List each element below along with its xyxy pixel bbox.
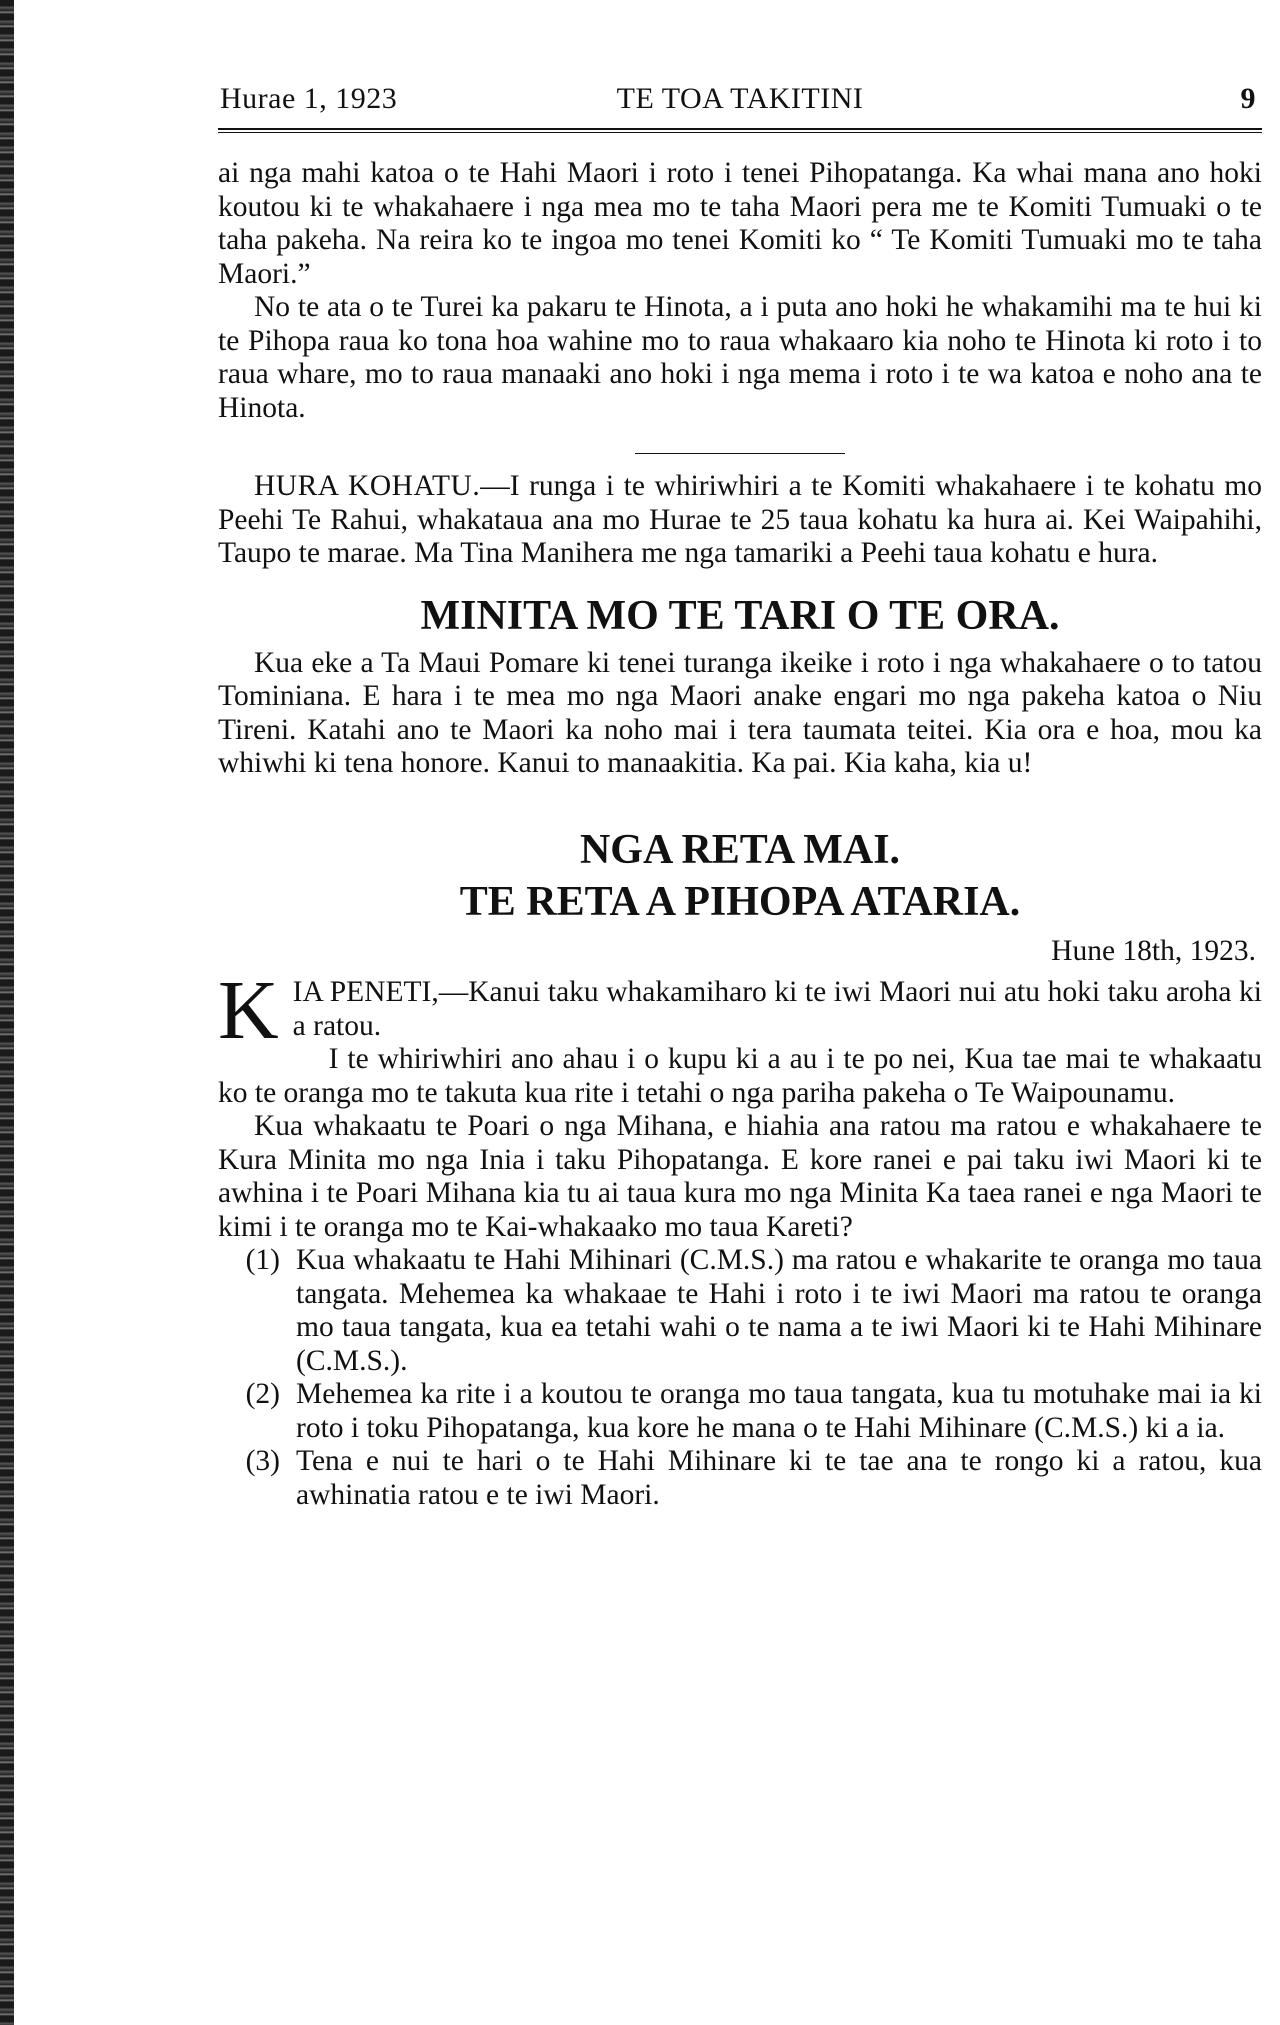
letter-paragraph-1: I te whiriwhiri ano ahau i o kupu ki a au i te po nei, Kua tae mai te whakaatu ko te oranga mo te takuta kua rite i tetahi o nga pariha pakeha o Te Waipounamu.: [218, 1043, 1262, 1109]
hura-kohatu-paragraph: [218, 470, 1262, 571]
scan-edge: [0, 0, 14, 2025]
header-rule: [218, 128, 1262, 133]
list-item-number: (2): [245, 1378, 280, 1410]
page-header: [218, 78, 1262, 124]
letter-paragraph-2: Kua whakaatu te Poari o nga Mihana, e hiahia ana ratou ma ratou e whakahaere te Kura Minita mo nga Inia i taku Pihopatanga. E kore ranei e pai taku iwi Maori ki te awhina i te Poari Mihana kia tu ai taua kura mo nga Minita Ka taea ranei e nga Maori te kimi i te oranga mo te Kai-whakaako mo taua Kareti?: [218, 1110, 1262, 1243]
minita-paragraph: Kua eke a Ta Maui Pomare ki tenei turanga ikeike i roto i nga whakahaere o to tatou Tominiana. E hara i te mea mo nga Maori anake engari mo nga pakeha katoa o Niu Tireni. Katahi ano te Maori ka noho mai i tera taumata teitei. Kia ora e hoa, mou ka whiwhi ki tena honore. Kanui to manaakitia. Ka pai. Kia kaha, kia u!: [218, 646, 1262, 779]
letter-subheading: TE RETA A PIHOPA ATARIA.: [459, 878, 1021, 925]
page-number: 9: [1240, 82, 1256, 115]
list-item-text: Mehemea ka rite i a koutou te oranga mo taua tangata, kua tu motuhake mai ia ki roto i toku Pihopatanga, kua kore he mana o te Hahi Mihinare (C.M.S.) ki a ia.: [296, 1378, 1262, 1444]
letters-heading: NGA RETA MAI.: [579, 826, 901, 873]
list-item-text: Kua whakaatu te Hahi Mihinari (C.M.S.) ma ratou e whakarite te oranga mo taua tangata. Mehemea ka whakaae te Hahi i roto i te iwi Maori ma ratou te oranga mo taua tangata, kua ea tetahi wahi o te nama a te iwi Maori ki te Hahi Mihinare (C.M.S.).: [296, 1244, 1262, 1377]
list-item-text: Tena e nui te hari o te Hahi Mihinare ki te tae ana te rongo ki a ratou, kua awhinatia ratou e te iwi Maori.: [296, 1445, 1262, 1511]
letter-salutation: IA PENETI,—Kanui taku whakamiharo ki te iwi Maori nui atu hoki taku aroha ki a ratou.: [292, 976, 1262, 1042]
hura-kohatu-text: —I runga i te whiriwhiri a te Komiti whakahaere i te kohatu mo Peehi Te Rahui, whakataua ana mo Hurae te 25 taua kohatu ka hura ai. Kei Waipahihi, Taupo te marae. Ma Tina Manihera me nga tamariki a Peehi taua kohatu e hura.: [218, 470, 1263, 569]
newspaper-page: [218, 78, 1262, 1512]
list-item: [218, 1378, 1262, 1445]
letter-numbered-list: [218, 1244, 1262, 1512]
intro-paragraph-1: ai nga mahi katoa o te Hahi Maori i roto i tenei Pihopatanga. Ka whai mana ano hoki koutou ki te whakahaere i nga mea mo te taha Maori pera me te Komiti Tumuaki o te taha pakeha. Na reira ko te ingoa mo tenei Komiti ko “ Te Komiti Tumuaki mo te taha Maori.”: [218, 157, 1262, 290]
hura-kohatu-lead: HURA KOHATU.: [254, 470, 481, 502]
minita-heading: MINITA MO TE TARI O TE ORA.: [420, 592, 1060, 639]
list-item: [218, 1445, 1262, 1512]
list-item-number: (3): [245, 1445, 280, 1477]
drop-cap: K: [218, 964, 279, 1057]
list-item: [218, 1244, 1262, 1378]
section-divider: [635, 453, 845, 454]
list-item-number: (1): [245, 1244, 280, 1276]
letter-opening: [218, 964, 1262, 1057]
article-body: [218, 157, 1262, 1512]
intro-paragraph-2: No te ata o te Turei ka pakaru te Hinota, a i puta ano hoki he whakamihi ma te hui ki te Pihopa raua ko tona hoa wahine mo to raua whakaaro kia noho te Hinota ki roto i to raua whare, mo to raua manaaki ano hoki i nga mema i roto i te wa katoa e noho ana te Hinota.: [218, 291, 1262, 424]
header-date: Hurae 1, 1923: [220, 82, 398, 115]
header-title: TE TOA TAKITINI: [616, 82, 864, 115]
letter-date: Hune 18th, 1923.: [1051, 934, 1256, 967]
